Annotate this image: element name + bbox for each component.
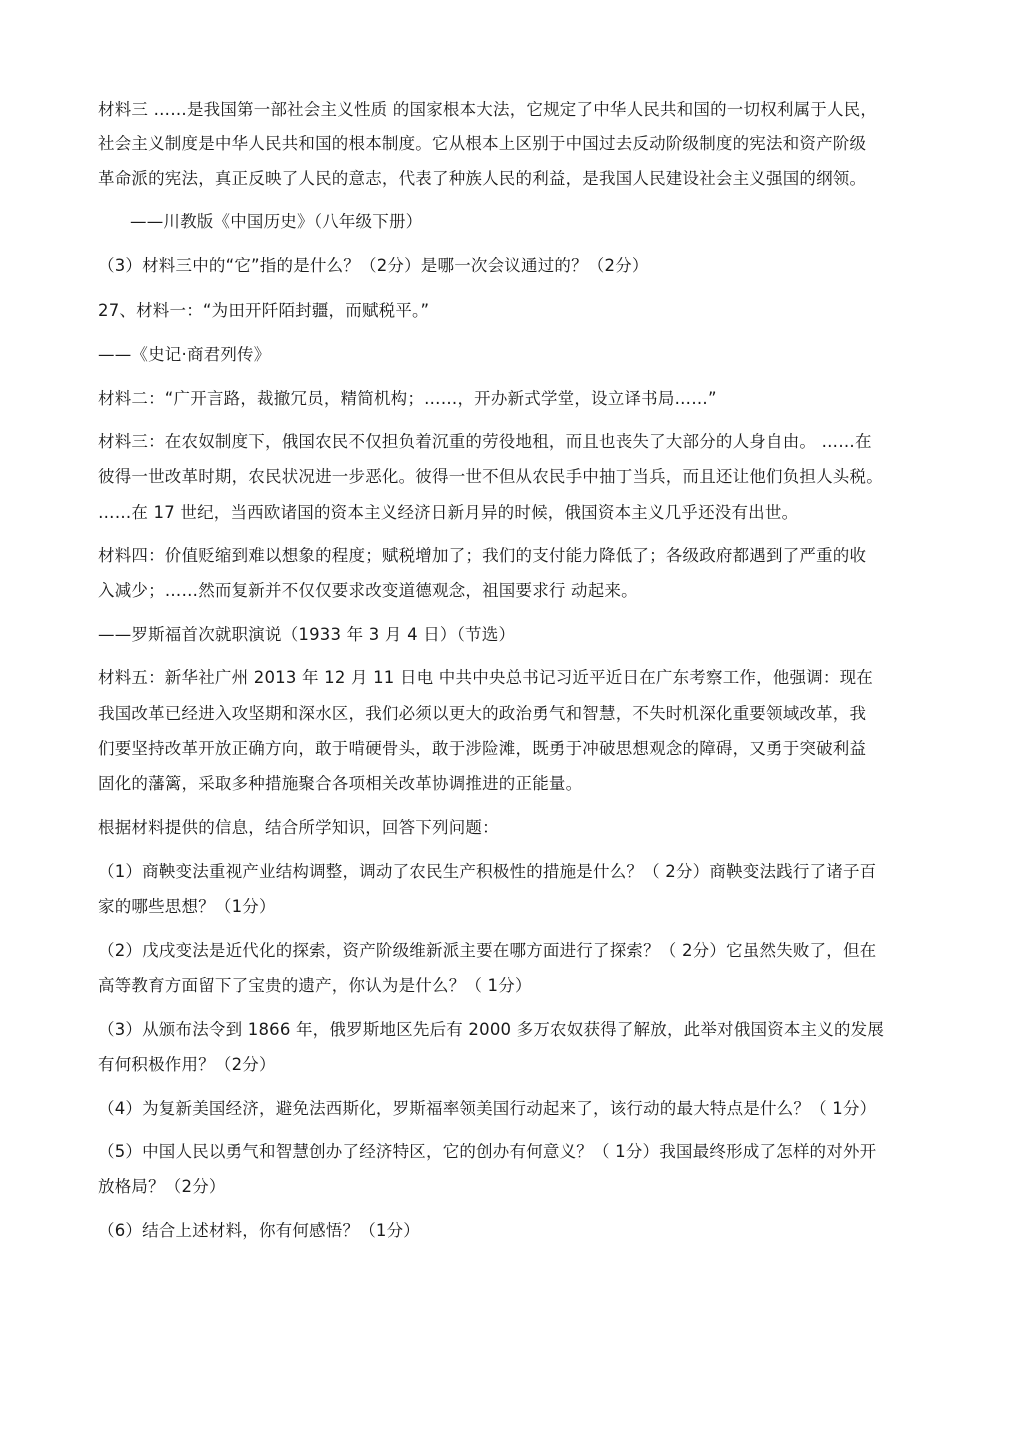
source-citation: ——罗斯福首次就职演说（1933 年 3 月 4 日）（节选） <box>98 625 516 644</box>
question-line: （6）结合上述材料，你有何感悟？（1分） <box>98 1221 420 1240</box>
question-line: 高等教育方面留下了宝贵的遗产，你认为是什么？（ 1分） <box>98 976 532 995</box>
text-line: 社会主义制度是中华人民共和国的根本制度。它从根本上区别于中国过去反动阶级制度的宪法和资产阶级 <box>98 134 867 153</box>
question-line: （3）材料三中的“它”指的是什么？（2分）是哪一次会议通过的？（2分） <box>98 256 649 275</box>
question-line: （2）戊戌变法是近代化的探索，资产阶级维新派主要在哪方面进行了探索？（ 2分）它虽然失败了，但在 <box>98 941 877 960</box>
text-line: 们要坚持改革开放正确方向，敢于啃硬骨头，敢于涉险滩，既勇于冲破思想观念的障碍，又勇于突破利益 <box>98 739 867 758</box>
source-citation: ——川教版《中国历史》（八年级下册） <box>130 212 423 231</box>
text-line: ……在 17 世纪，当西欧诸国的资本主义经济日新月异的时候，俄国资本主义几乎还没有出世。 <box>98 503 799 522</box>
text-line: 固化的藩篱，采取多种措施聚合各项相关改革协调推进的正能量。 <box>98 774 583 793</box>
text-line: 材料五：新华社广州 2013 年 12 月 11 日电 中共中央总书记习近平近日在广东考察工作，他强调：现在 <box>98 668 873 687</box>
text-line: 革命派的宪法，真正反映了人民的意志，代表了种族人民的利益，是我国人民建设社会主义强国的纲领。 <box>98 169 867 188</box>
text-line: 材料三：在农奴制度下，俄国农民不仅担负着沉重的劳役地租，而且也丧失了大部分的人身自由。 ……在 <box>98 432 872 451</box>
question-line: （1）商鞅变法重视产业结构调整，调动了农民生产积极性的措施是什么？（ 2分）商鞅变法践行了诸子百 <box>98 862 877 881</box>
text-line: 入减少；……然而复新并不仅仅要求改变道德观念，祖国要求行 动起来。 <box>98 581 638 600</box>
question-line: 放格局？（2分） <box>98 1177 226 1196</box>
source-citation: ——《史记·商君列传》 <box>98 345 271 364</box>
question-line: 家的哪些思想？（1分） <box>98 897 276 916</box>
text-line: 我国改革已经进入攻坚期和深水区，我们必须以更大的政治勇气和智慧，不失时机深化重要领域改革，我 <box>98 704 867 723</box>
question-line: 有何积极作用？（2分） <box>98 1055 276 1074</box>
text-line: 材料三 ……是我国第一部社会主义性质 的国家根本大法，它规定了中华人民共和国的一切权利属于人民， <box>98 100 878 119</box>
text-line: 彼得一世改革时期，农民状况进一步恶化。彼得一世不但从农民手中抽丁当兵，而且还让他们负担人头税。 <box>98 467 883 486</box>
question-line: （5）中国人民以勇气和智慧创办了经济特区，它的创办有何意义？（ 1分）我国最终形成了怎样的对外开 <box>98 1142 877 1161</box>
question-line: （3）从颁布法令到 1866 年，俄罗斯地区先后有 2000 多万农奴获得了解放，此举对俄国资本主义的发展 <box>98 1020 885 1039</box>
question-heading: 27、材料一：“为田开阡陌封疆，而赋税平。” <box>98 301 430 320</box>
text-line: 材料四：价值贬缩到难以想象的程度；赋税增加了；我们的支付能力降低了；各级政府都遇到了严重的收 <box>98 546 867 565</box>
question-line: （4）为复新美国经济，避免法西斯化，罗斯福率领美国行动起来了，该行动的最大特点是什么？（ 1分） <box>98 1099 877 1118</box>
text-line: 材料二：“广开言路，裁撤冗员，精简机构；……，开办新式学堂，设立译书局……” <box>98 389 717 408</box>
instruction-line: 根据材料提供的信息，结合所学知识，回答下列问题： <box>98 818 499 837</box>
